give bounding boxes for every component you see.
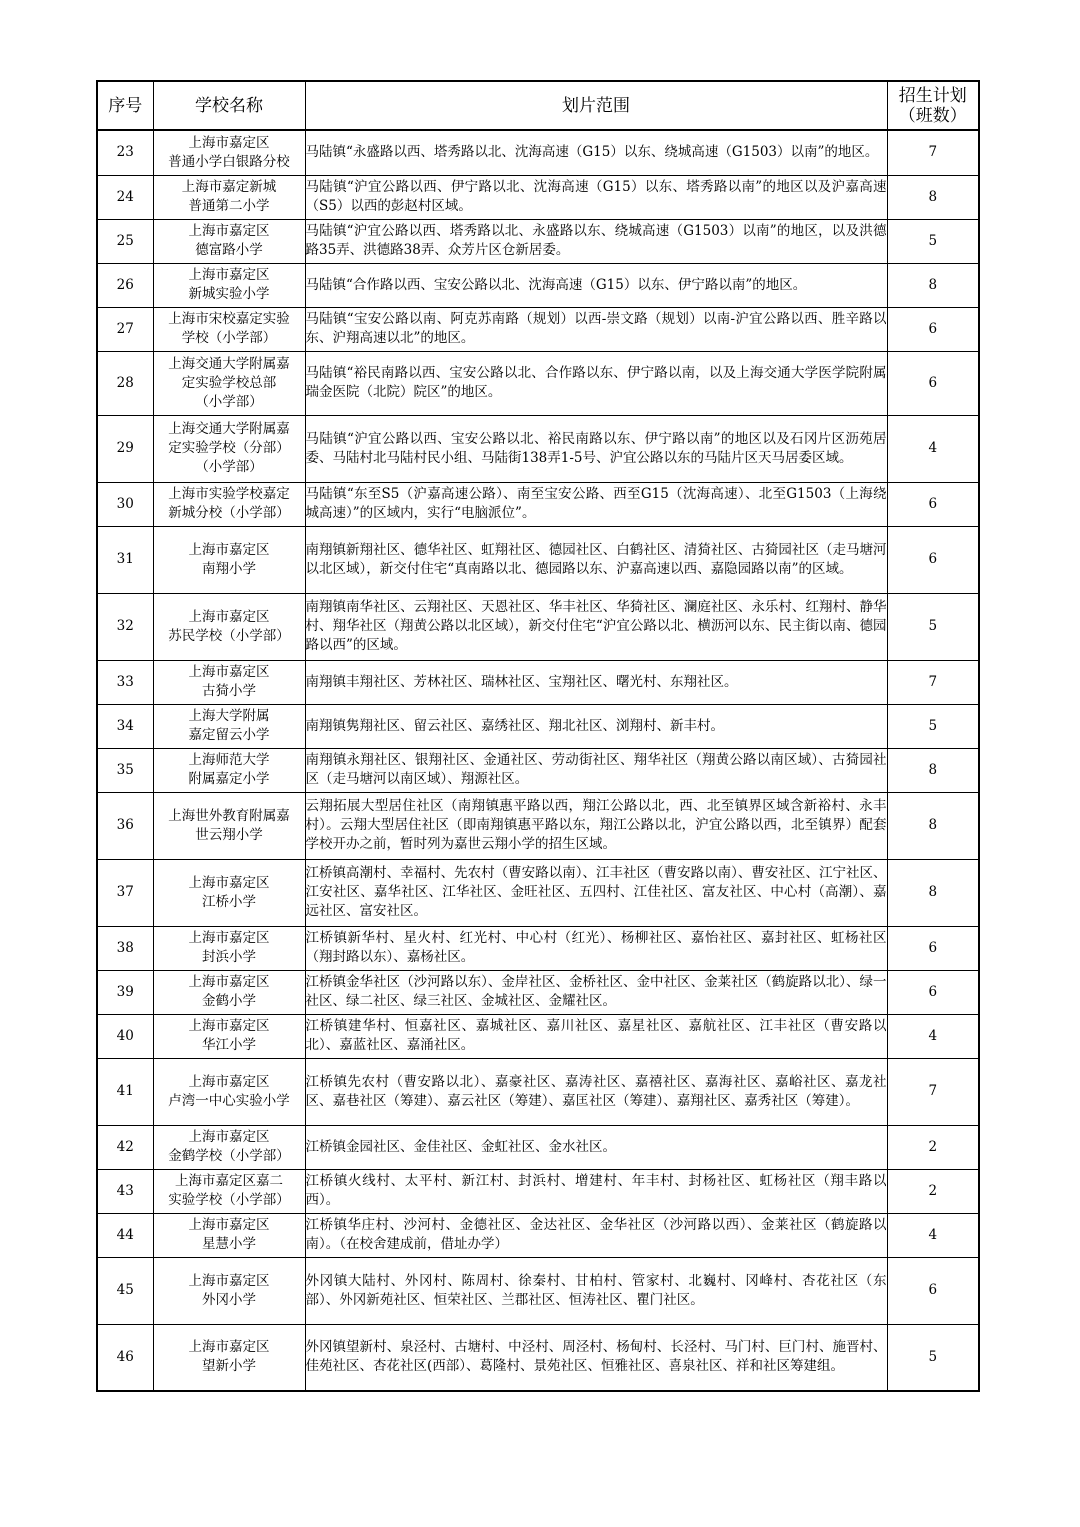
row-catchment-area: 外冈镇望新村、泉泾村、古塘村、中泾村、周泾村、杨甸村、长泾村、马门村、巨门村、施晋村、佳苑社区、杏花社区(西部）、葛隆村、景苑社区、恒雅社区、喜泉社区、祥和社区筹建组。 [305,1324,887,1391]
table-row [97,926,979,970]
row-enrollment-plan: 6 [887,307,979,351]
row-school-name: 上海世外教育附属嘉 世云翔小学 [153,792,305,859]
table-row [97,175,979,219]
row-catchment-area: 南翔镇丰翔社区、芳林社区、瑞林社区、宝翔社区、曙光村、东翔社区。 [305,660,887,704]
row-catchment-area: 马陆镇“裕民南路以西、宝安公路以北、合作路以东、伊宁路以南，以及上海交通大学医学院附属瑞金医院（北院）院区”的地区。 [305,351,887,415]
row-enrollment-plan: 8 [887,859,979,926]
row-school-name: 上海市嘉定区 苏民学校（小学部） [153,593,305,660]
row-catchment-area: 南翔镇隽翔社区、留云社区、嘉绣社区、翔北社区、浏翔村、新丰村。 [305,704,887,748]
table-row [97,704,979,748]
row-serial-number: 26 [97,263,153,307]
table-row [97,130,979,175]
table-row [97,1014,979,1058]
row-serial-number: 40 [97,1014,153,1058]
row-school-name: 上海市嘉定区 星慧小学 [153,1213,305,1257]
row-serial-number: 35 [97,748,153,792]
row-catchment-area: 外冈镇大陆村、外冈村、陈周村、徐秦村、甘柏村、管家村、北巍村、冈峰村、杏花社区（东部）、外冈新苑社区、恒荣社区、兰郡社区、恒涛社区、瞿门社区。 [305,1257,887,1324]
table-row [97,415,979,482]
row-school-name: 上海市嘉定区 古猗小学 [153,660,305,704]
row-serial-number: 24 [97,175,153,219]
table-row [97,482,979,526]
row-serial-number: 31 [97,526,153,593]
row-serial-number: 32 [97,593,153,660]
row-enrollment-plan: 6 [887,526,979,593]
row-serial-number: 37 [97,859,153,926]
table-body [97,130,979,1391]
row-enrollment-plan: 7 [887,1058,979,1125]
row-serial-number: 45 [97,1257,153,1324]
table-row [97,307,979,351]
table-row [97,263,979,307]
row-school-name: 上海市嘉定区嘉二 实验学校（小学部） [153,1169,305,1213]
row-enrollment-plan: 7 [887,130,979,175]
row-catchment-area: 江桥镇先农村（曹安路以北）、嘉豪社区、嘉涛社区、嘉禧社区、嘉海社区、嘉峪社区、嘉龙社区、嘉巷社区（筹建）、嘉云社区（筹建）、嘉匡社区（筹建）、嘉翔社区、嘉秀社区（筹建）。 [305,1058,887,1125]
header-row [97,81,979,130]
table-row [97,660,979,704]
row-catchment-area: 江桥镇新华村、星火村、红光村、中心村（红光）、杨柳社区、嘉怡社区、嘉封社区、虹杨社区（翔封路以东）、嘉杨社区。 [305,926,887,970]
row-enrollment-plan: 6 [887,926,979,970]
row-catchment-area: 马陆镇“沪宜公路以西、宝安公路以北、裕民南路以东、伊宁路以南”的地区以及石冈片区沥苑居委、马陆村北马陆村民小组、马陆街138弄1-5号、沪宜公路以东的马陆片区天马居委区域。 [305,415,887,482]
row-school-name: 上海大学附属 嘉定留云小学 [153,704,305,748]
table-row [97,970,979,1014]
row-catchment-area: 马陆镇“合作路以西、宝安公路以北、沈海高速（G15）以东、伊宁路以南”的地区。 [305,263,887,307]
row-enrollment-plan: 8 [887,263,979,307]
row-school-name: 上海市嘉定区 普通小学白银路分校 [153,130,305,175]
row-enrollment-plan: 6 [887,482,979,526]
table-row [97,792,979,859]
row-enrollment-plan: 8 [887,175,979,219]
row-school-name: 上海市嘉定区 外冈小学 [153,1257,305,1324]
row-serial-number: 39 [97,970,153,1014]
enrollment-table [96,80,980,1392]
row-school-name: 上海市嘉定区 封浜小学 [153,926,305,970]
row-school-name: 上海市嘉定区 南翔小学 [153,526,305,593]
row-school-name: 上海市嘉定区 望新小学 [153,1324,305,1391]
row-enrollment-plan: 4 [887,1213,979,1257]
row-catchment-area: 江桥镇金园社区、金佳社区、金虹社区、金水社区。 [305,1125,887,1169]
row-enrollment-plan: 7 [887,660,979,704]
row-enrollment-plan: 5 [887,593,979,660]
table-row [97,351,979,415]
table-row [97,593,979,660]
header-serial-number: 序号 [97,81,153,130]
header-enrollment-plan: 招生计划 （班数） [887,81,979,130]
row-serial-number: 36 [97,792,153,859]
row-school-name: 上海市嘉定新城 普通第二小学 [153,175,305,219]
row-serial-number: 34 [97,704,153,748]
row-serial-number: 42 [97,1125,153,1169]
row-school-name: 上海市宋校嘉定实验 学校（小学部） [153,307,305,351]
row-school-name: 上海市实验学校嘉定 新城分校（小学部） [153,482,305,526]
row-enrollment-plan: 6 [887,1257,979,1324]
row-enrollment-plan: 6 [887,351,979,415]
row-enrollment-plan: 5 [887,219,979,263]
table-header [97,81,979,130]
row-enrollment-plan: 8 [887,748,979,792]
row-catchment-area: 江桥镇金华社区（沙河路以东）、金岸社区、金桥社区、金中社区、金莱社区（鹤旋路以北）、绿一社区、绿二社区、绿三社区、金城社区、金耀社区。 [305,970,887,1014]
row-serial-number: 28 [97,351,153,415]
row-enrollment-plan: 4 [887,415,979,482]
row-school-name: 上海交通大学附属嘉 定实验学校总部 （小学部） [153,351,305,415]
row-serial-number: 29 [97,415,153,482]
row-school-name: 上海市嘉定区 卢湾一中心实验小学 [153,1058,305,1125]
table-row [97,1125,979,1169]
row-catchment-area: 南翔镇新翔社区、德华社区、虹翔社区、德园社区、白鹤社区、清猗社区、古猗园社区（走马塘河以北区域），新交付住宅“真南路以北、德园路以东、沪嘉高速以西、嘉隐园路以南”的区域。 [305,526,887,593]
row-catchment-area: 江桥镇华庄村、沙河村、金德社区、金达社区、金华社区（沙河路以西）、金莱社区（鹤旋路以南）。（在校舍建成前，借址办学） [305,1213,887,1257]
row-catchment-area: 马陆镇“宝安公路以南、阿克苏南路（规划）以西-崇文路（规划）以南-沪宜公路以西、胜辛路以东、沪翔高速以北”的地区。 [305,307,887,351]
row-serial-number: 30 [97,482,153,526]
table-row [97,859,979,926]
row-serial-number: 43 [97,1169,153,1213]
row-serial-number: 46 [97,1324,153,1391]
row-enrollment-plan: 2 [887,1125,979,1169]
table-row [97,1257,979,1324]
table-row [97,1058,979,1125]
table-row [97,1213,979,1257]
row-catchment-area: 云翔拓展大型居住社区（南翔镇惠平路以西，翔江公路以北，西、北至镇界区域含新裕村、永丰村）。云翔大型居住社区（即南翔镇惠平路以东，翔江公路以北，沪宜公路以西，北至镇界）配套学校开办之前，暂时列为嘉世云翔小学的招生区域。 [305,792,887,859]
header-catchment-area: 划片范围 [305,81,887,130]
row-catchment-area: 江桥镇火线村、太平村、新江村、封浜村、增建村、年丰村、封杨社区、虹杨社区（翔丰路以西）。 [305,1169,887,1213]
table-row [97,1324,979,1391]
row-enrollment-plan: 2 [887,1169,979,1213]
row-catchment-area: 江桥镇高潮村、幸福村、先农村（曹安路以南）、江丰社区（曹安路以南）、曹安社区、江宁社区、江安社区、嘉华社区、江华社区、金旺社区、五四村、江佳社区、富友社区、中心村（高潮）、嘉远社区、富安社区。 [305,859,887,926]
row-school-name: 上海市嘉定区 金鹤小学 [153,970,305,1014]
row-serial-number: 27 [97,307,153,351]
row-school-name: 上海师范大学 附属嘉定小学 [153,748,305,792]
row-enrollment-plan: 8 [887,792,979,859]
row-catchment-area: 马陆镇“沪宜公路以西、伊宁路以北、沈海高速（G15）以东、塔秀路以南”的地区以及沪嘉高速（S5）以西的彭赵村区域。 [305,175,887,219]
table-row [97,1169,979,1213]
row-school-name: 上海市嘉定区 德富路小学 [153,219,305,263]
row-enrollment-plan: 6 [887,970,979,1014]
row-enrollment-plan: 5 [887,1324,979,1391]
row-school-name: 上海交通大学附属嘉 定实验学校（分部） （小学部） [153,415,305,482]
row-enrollment-plan: 4 [887,1014,979,1058]
row-serial-number: 44 [97,1213,153,1257]
row-serial-number: 25 [97,219,153,263]
row-school-name: 上海市嘉定区 华江小学 [153,1014,305,1058]
row-serial-number: 38 [97,926,153,970]
row-catchment-area: 马陆镇“沪宜公路以西、塔秀路以北、永盛路以东、绕城高速（G1503）以南”的地区，以及洪德路35弄、洪德路38弄、众芳片区仓新居委。 [305,219,887,263]
row-enrollment-plan: 5 [887,704,979,748]
row-catchment-area: 马陆镇“东至S5（沪嘉高速公路）、南至宝安公路、西至G15（沈海高速）、北至G1503（上海绕城高速）”的区域内，实行“电脑派位”。 [305,482,887,526]
table-row [97,219,979,263]
row-school-name: 上海市嘉定区 金鹤学校（小学部） [153,1125,305,1169]
header-school-name: 学校名称 [153,81,305,130]
row-serial-number: 41 [97,1058,153,1125]
row-catchment-area: 江桥镇建华村、恒嘉社区、嘉城社区、嘉川社区、嘉星社区、嘉航社区、江丰社区（曹安路以北）、嘉蓝社区、嘉涌社区。 [305,1014,887,1058]
row-serial-number: 23 [97,130,153,175]
row-catchment-area: 南翔镇永翔社区、银翔社区、金通社区、劳动街社区、翔华社区（翔黄公路以南区域）、古猗园社区（走马塘河以南区域）、翔源社区。 [305,748,887,792]
row-serial-number: 33 [97,660,153,704]
row-catchment-area: 马陆镇“永盛路以西、塔秀路以北、沈海高速（G15）以东、绕城高速（G1503）以南”的地区。 [305,130,887,175]
row-catchment-area: 南翔镇南华社区、云翔社区、天恩社区、华丰社区、华猗社区、澜庭社区、永乐村、红翔村、静华村、翔华社区（翔黄公路以北区域），新交付住宅“沪宜公路以北、横沥河以东、民主街以南、德园路以西”的区域。 [305,593,887,660]
table-row [97,748,979,792]
row-school-name: 上海市嘉定区 新城实验小学 [153,263,305,307]
row-school-name: 上海市嘉定区 江桥小学 [153,859,305,926]
table-row [97,526,979,593]
